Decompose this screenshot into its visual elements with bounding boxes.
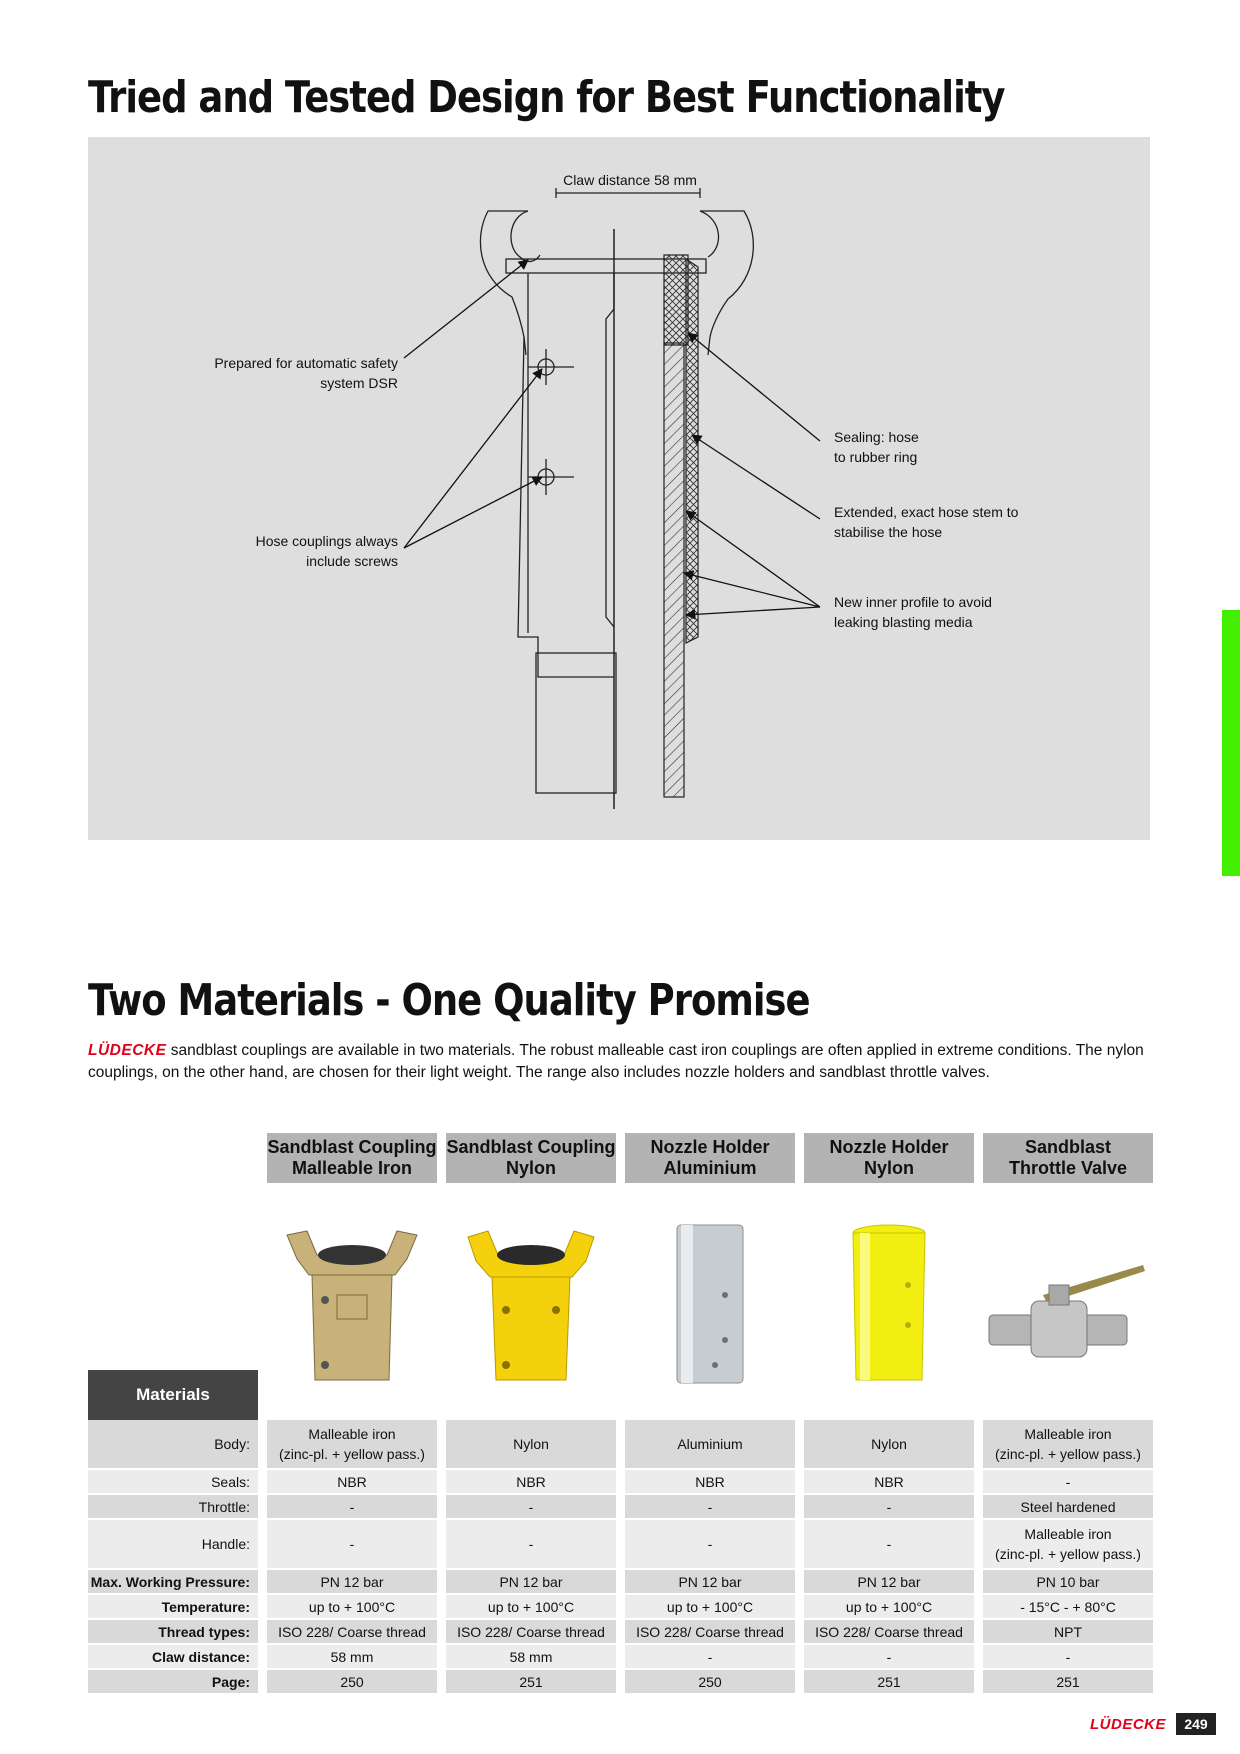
table-cell: ISO 228/ Coarse thread bbox=[625, 1620, 795, 1643]
column-header-nylon-coupling: Sandblast Coupling Nylon bbox=[446, 1133, 616, 1183]
chapter-tab bbox=[1222, 610, 1240, 876]
footer-brand-logo: LÜDECKE bbox=[1090, 1716, 1167, 1733]
table-cell: 251 bbox=[983, 1670, 1153, 1693]
table-cell: ISO 228/ Coarse thread bbox=[804, 1620, 974, 1643]
table-cell: Malleable iron (zinc-pl. + yellow pass.) bbox=[983, 1520, 1153, 1568]
table-cell: - bbox=[804, 1520, 974, 1568]
nylon-nozzle-holder-image bbox=[804, 1215, 974, 1385]
table-cell: PN 12 bar bbox=[267, 1570, 437, 1593]
materials-section-label: Materials bbox=[88, 1370, 258, 1420]
table-cell: 251 bbox=[804, 1670, 974, 1693]
table-cell: up to + 100°C bbox=[267, 1595, 437, 1618]
section-title-design: Tried and Tested Design for Best Functionality bbox=[88, 72, 1005, 123]
page-number: 249 bbox=[1176, 1713, 1216, 1735]
table-cell: - bbox=[267, 1520, 437, 1568]
table-cell: NPT bbox=[983, 1620, 1153, 1643]
table-cell: up to + 100°C bbox=[804, 1595, 974, 1618]
label-screws: Hose couplings always include screws bbox=[255, 533, 398, 569]
table-cell: PN 12 bar bbox=[446, 1570, 616, 1593]
table-cell: Steel hardened bbox=[983, 1495, 1153, 1518]
table-cell: NBR bbox=[267, 1470, 437, 1493]
table-cell: ISO 228/ Coarse thread bbox=[267, 1620, 437, 1643]
table-cell: NBR bbox=[625, 1470, 795, 1493]
table-cell: - bbox=[267, 1495, 437, 1518]
table-cell: Nylon bbox=[446, 1420, 616, 1468]
malleable-iron-coupling-image bbox=[267, 1215, 437, 1385]
table-cell: Nylon bbox=[804, 1420, 974, 1468]
label-inner-profile: New inner profile to avoid leaking blasting media bbox=[834, 594, 992, 630]
table-cell: Aluminium bbox=[625, 1420, 795, 1468]
table-cell: - bbox=[983, 1645, 1153, 1668]
table-cell: - 15°C - + 80°C bbox=[983, 1595, 1153, 1618]
table-cell: 58 mm bbox=[267, 1645, 437, 1668]
row-label: Claw distance: bbox=[88, 1645, 258, 1668]
intro-text: sandblast couplings are available in two materials. The robust malleable cast iron couplings are often applied in extreme conditions. The nylon couplings, on the other hand, are chosen for their light weight. The range also includes nozzle holders and sandblast throttle valves. bbox=[88, 1042, 1144, 1081]
table-cell: - bbox=[625, 1495, 795, 1518]
label-hose-stem: Extended, exact hose stem to stabilise the hose bbox=[834, 504, 1019, 540]
table-cell: PN 12 bar bbox=[625, 1570, 795, 1593]
table-cell: Malleable iron (zinc-pl. + yellow pass.) bbox=[983, 1420, 1153, 1468]
row-label: Body: bbox=[88, 1420, 258, 1468]
row-label: Handle: bbox=[88, 1520, 258, 1568]
table-cell: - bbox=[804, 1495, 974, 1518]
table-cell: - bbox=[983, 1470, 1153, 1493]
table-cell: - bbox=[446, 1520, 616, 1568]
column-header-throttle-valve: Sandblast Throttle Valve bbox=[983, 1133, 1153, 1183]
intro-paragraph bbox=[88, 1040, 1158, 1084]
table-cell: 58 mm bbox=[446, 1645, 616, 1668]
table-cell: - bbox=[625, 1645, 795, 1668]
table-cell: up to + 100°C bbox=[446, 1595, 616, 1618]
nylon-coupling-image bbox=[446, 1215, 616, 1385]
table-cell: NBR bbox=[804, 1470, 974, 1493]
coupling-drawing bbox=[88, 137, 1150, 840]
table-cell: Malleable iron (zinc-pl. + yellow pass.) bbox=[267, 1420, 437, 1468]
row-label: Seals: bbox=[88, 1470, 258, 1493]
row-label: Temperature: bbox=[88, 1595, 258, 1618]
table-cell: up to + 100°C bbox=[625, 1595, 795, 1618]
table-cell: 250 bbox=[267, 1670, 437, 1693]
table-cell: - bbox=[804, 1645, 974, 1668]
row-label: Throttle: bbox=[88, 1495, 258, 1518]
row-label: Thread types: bbox=[88, 1620, 258, 1643]
table-cell: 251 bbox=[446, 1670, 616, 1693]
table-cell: PN 12 bar bbox=[804, 1570, 974, 1593]
column-header-aluminium-holder: Nozzle Holder Aluminium bbox=[625, 1133, 795, 1183]
brand-logo-inline: LÜDECKE bbox=[88, 1042, 167, 1059]
column-header-malleable-coupling: Sandblast Coupling Malleable Iron bbox=[267, 1133, 437, 1183]
row-label: Page: bbox=[88, 1670, 258, 1693]
aluminium-nozzle-holder-image bbox=[625, 1215, 795, 1385]
table-cell: 250 bbox=[625, 1670, 795, 1693]
table-cell: - bbox=[625, 1520, 795, 1568]
table-cell: PN 10 bar bbox=[983, 1570, 1153, 1593]
table-cell: ISO 228/ Coarse thread bbox=[446, 1620, 616, 1643]
column-header-nylon-holder: Nozzle Holder Nylon bbox=[804, 1133, 974, 1183]
section-title-materials: Two Materials - One Quality Promise bbox=[88, 975, 810, 1026]
label-sealing: Sealing: hose to rubber ring bbox=[834, 429, 919, 465]
coupling-cross-section-diagram bbox=[88, 137, 1150, 840]
claw-distance-label: Claw distance 58 mm bbox=[563, 172, 697, 188]
table-cell: - bbox=[446, 1495, 616, 1518]
label-dsr: Prepared for automatic safety system DSR bbox=[214, 355, 398, 391]
throttle-valve-image bbox=[983, 1215, 1153, 1385]
row-label: Max. Working Pressure: bbox=[88, 1570, 258, 1593]
table-cell: NBR bbox=[446, 1470, 616, 1493]
